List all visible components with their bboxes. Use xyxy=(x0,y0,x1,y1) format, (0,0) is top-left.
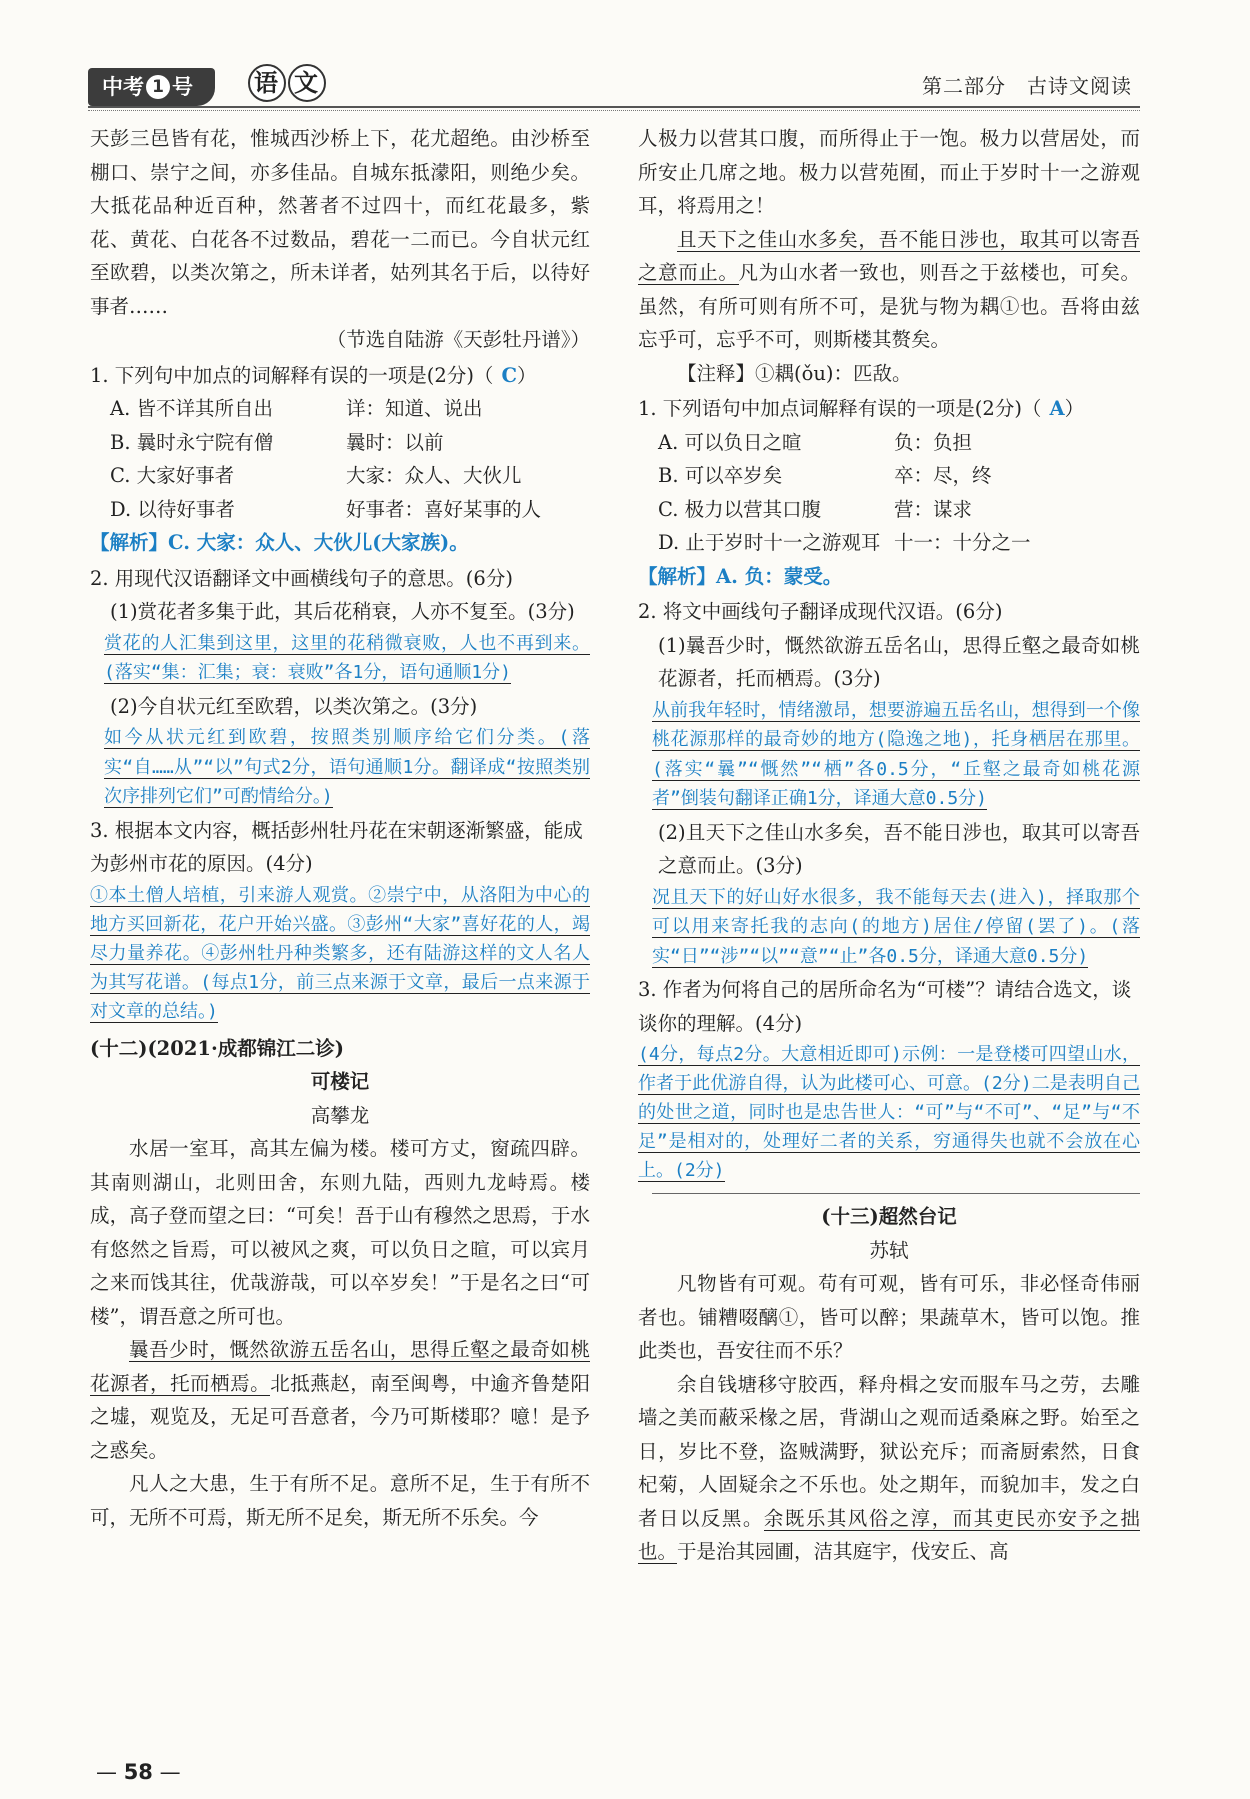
option-b: B. 曩时永宁院有僧 xyxy=(110,430,274,454)
question-1-tail: ） xyxy=(1064,397,1085,420)
option-row xyxy=(638,426,1140,460)
question-1-answer: C xyxy=(501,363,517,387)
right-column xyxy=(638,122,1140,1569)
passage-author: 高攀龙 xyxy=(310,1103,370,1127)
question-1 xyxy=(638,392,1140,426)
badge-number: 1 xyxy=(146,75,170,99)
option-d-gloss: 好事者：喜好某事的人 xyxy=(346,497,542,521)
analysis xyxy=(638,560,1140,594)
question-2-stem: 2. 将文中画线句子翻译成现代汉语。(6分) xyxy=(638,600,1003,623)
answer-content: 从前我年轻时，情绪激昂，想要游遍五岳名山，想得到一个像桃花源那样的最奇妙的地方(隐逸之地)，托身栖居在那里。(落实“曩”“慨然”“栖”各0.5分，“丘壑之最奇如桃花源者”倒装句翻译正确1分，译通大意0.5分) xyxy=(652,699,1140,809)
section-title: 第二部分 古诗文阅读 xyxy=(922,74,1132,98)
option-b-gloss: 卒：尽，终 xyxy=(894,464,992,487)
option-c-gloss: 大家：众人、大伙儿 xyxy=(346,464,522,487)
paragraph-text: 凡为山水者一致也，则吾之于兹楼也，可矣。虽然，有所可则有所不可，是犹与物为耦①也。吾将由兹忘乎可，忘乎不可，则斯楼其赘矣。 xyxy=(638,261,1140,351)
header-rule xyxy=(88,106,1140,108)
analysis-tag: 【解析】 xyxy=(638,564,717,588)
option-d: D. 止于岁时十一之游观耳 xyxy=(658,531,881,554)
option-d: D. 以待好事者 xyxy=(110,497,235,521)
option-c: C. 大家好事者 xyxy=(110,464,235,487)
analysis-text: C. 大家：众人、大伙儿(大家族)。 xyxy=(168,531,469,554)
paragraph-text: 余自钱塘移守胶西，释舟楫之安而服车马之劳，去雕墙之美而蔽采椽之居，背湖山之观而适桑麻之野。始至之日，岁比不登，盗贼满野，狱讼充斥；而斋厨索然，日食杞菊，人固疑余之不乐也。处之期年，而貌加丰，发之白者日以反黑。 xyxy=(638,1372,1140,1530)
question-1-stem: 1. 下列句中加点的词解释有误的一项是(2分)（ xyxy=(90,363,494,387)
passage-paragraph xyxy=(90,1333,590,1467)
passage-paragraph: 凡人之大患，生于有所不足。意所不足，生于有所不可，无所不可焉，斯无所不足矣，斯无所不乐矣。今 xyxy=(90,1472,590,1529)
option-a: A. 皆不详其所自出 xyxy=(110,397,273,420)
answer-text xyxy=(104,723,590,812)
passage-author: 苏轼 xyxy=(869,1238,909,1262)
option-a: A. 可以负日之暄 xyxy=(658,430,802,454)
paragraph-text: 于是治其园圃，洁其庭宇，伐安丘、高 xyxy=(677,1540,1009,1563)
question-3-stem: 3. 根据本文内容，概括彭州牡丹花在宋朝逐渐繁盛，能成为彭州市花的原因。(4分) xyxy=(90,818,583,875)
passage-source: （节选自陆游《天彭牡丹谱》） xyxy=(326,328,590,351)
sub-question: (1)曩吾少时，慨然欲游五岳名山，思得丘壑之最奇如桃花源者，托而栖焉。(3分) xyxy=(658,633,1140,690)
passage-title: 可楼记 xyxy=(310,1070,370,1093)
answer-content: 如今从状元红到欧碧，按照类别顺序给它们分类。(落实“自……从”“以”句式2分，语句通顺1分。翻译成“按照类别次序排列它们”可酌情给分。) xyxy=(104,727,590,807)
subject-char-1: 语 xyxy=(248,64,286,102)
sub-question: (1)赏花者多集于此，其后花稍衰，人亦不复至。(3分) xyxy=(110,600,575,623)
answer-content: 况且天下的好山好水很多，我不能每天去(进入)，择取那个可以用来寄托我的志向(的地方)居住/停留(罢了)。(落实“日”“涉”“以”“意”“止”各0.5分，译通大意0.5分) xyxy=(652,886,1140,967)
paragraph-text: 北抵燕赵，南至闽粤，中逾齐鲁楚阳之墟，观览及，无足可吾意者，今乃可斯楼耶？噫！是予之惑矣。 xyxy=(90,1371,590,1462)
annotation-note: 【注释】①耦(ǒu)：匹敌。 xyxy=(677,361,912,385)
section-heading: (十三)超然台记 xyxy=(821,1205,957,1228)
option-row xyxy=(90,493,590,527)
passage-intro: 天彭三邑皆有花，惟城西沙桥上下，花尤超绝。由沙桥至棚口、崇宁之间，亦多佳品。自城东抵濛阳，则绝少矣。大抵花品种近百种，然著者不过四十，而红花最多，紫花、黄花、白花各不过数品，碧花一二而已。今自状元红至欧碧，以类次第之，所未详者，姑列其名于后，以待好事者…… xyxy=(90,127,590,318)
answer-text xyxy=(638,1040,1140,1185)
passage-paragraph xyxy=(638,1368,1140,1569)
question-1-stem: 1. 下列语句中加点词解释有误的一项是(2分)（ xyxy=(638,397,1042,420)
page-number: — 58 — xyxy=(96,1760,181,1784)
badge-text: 中考 xyxy=(102,75,144,99)
underlined-sentence: 曩吾少时，慨然欲游五岳名山，思得丘壑之最奇如桃花源者，托而栖焉。 xyxy=(90,1338,590,1395)
answer-content: (4分，每点2分。大意相近即可)示例：一是登楼可四望山水，作者于此优游自得，认为此楼可心、可意。(2分)二是表明自己的处世之道，同时也是忠告世人：“可”与“不可”、“足”与“不足”是相对的，处理好二者的关系，穷通得失也就不会放在心上。(2分) xyxy=(638,1044,1140,1181)
underlined-sentence: 且天下之佳山水多矣，吾不能日涉也，取其可以寄吾之意而止。 xyxy=(638,227,1140,284)
header-rule-dotted xyxy=(88,110,1140,111)
subject-logo xyxy=(248,64,328,102)
question-1-answer: A xyxy=(1049,397,1065,420)
question-2 xyxy=(90,562,590,596)
question-3 xyxy=(90,814,590,881)
answer-content: 赏花的人汇集到这里，这里的花稍微衰败，人也不再到来。(落实“集：汇集；衰：衰败”各1分，语句通顺1分) xyxy=(104,632,590,683)
question-1 xyxy=(90,359,590,393)
passage-paragraph: 人极力以营其口腹，而所得止于一饱。极力以营居处，而所安止几席之地。极力以营苑囿，而止于岁时十一之游观耳，将焉用之！ xyxy=(638,127,1140,217)
question-2 xyxy=(638,595,1140,629)
answer-text xyxy=(90,881,590,1026)
question-1-tail: ） xyxy=(516,363,537,387)
subject-char-2: 文 xyxy=(288,64,326,102)
option-row xyxy=(90,459,590,493)
answer-text xyxy=(652,883,1140,972)
analysis xyxy=(90,526,590,560)
option-b-gloss: 曩时：以前 xyxy=(346,430,444,454)
option-d-gloss: 十一：十分之一 xyxy=(894,531,1031,554)
option-row xyxy=(638,493,1140,527)
answer-text xyxy=(104,629,590,688)
option-a-gloss: 详：知道、说出 xyxy=(346,397,483,420)
badge-suffix: 号 xyxy=(172,75,193,99)
option-row xyxy=(90,426,590,460)
left-column xyxy=(90,122,590,1534)
option-a-gloss: 负：负担 xyxy=(894,430,973,454)
option-row xyxy=(638,459,1140,493)
option-c: C. 极力以营其口腹 xyxy=(658,497,822,521)
question-2-stem: 2. 用现代汉语翻译文中画横线句子的意思。(6分) xyxy=(90,566,513,590)
sub-question: (2)且天下之佳山水多矣，吾不能日涉也，取其可以寄吾之意而止。(3分) xyxy=(658,820,1140,877)
analysis-text: A. 负：蒙受。 xyxy=(716,564,843,588)
question-3 xyxy=(638,973,1140,1040)
passage-paragraph: 水居一室耳，高其左偏为楼。楼可方丈，窗疏四辟。其南则湖山，北则田舍，东则九陆，西则九龙峙焉。楼成，高子登而望之曰：“可矣！吾于山有穆然之思焉，于水有悠然之旨焉，可以被风之爽，可以负日之暄，可以宾月之来而饯其往，优哉游哉，可以卒岁矣！”于是名之曰“可楼”，谓吾意之所可也。 xyxy=(90,1137,590,1328)
passage-paragraph: 凡物皆有可观。苟有可观，皆有可乐，非必怪奇伟丽者也。铺糟啜醨①，皆可以醉；果蔬草木，皆可以饱。推此类也，吾安往而不乐？ xyxy=(638,1272,1140,1362)
answer-content: ①本土僧人培植，引来游人观赏。②崇宁中，从洛阳为中心的地方买回新花，花户开始兴盛。③彭州“大家”喜好花的人，竭尽力量养花。④彭州牡丹种类繁多，还有陆游这样的文人名人为其写花谱。(每点1分，前三点来源于文章，最后一点来源于对文章的总结。) xyxy=(90,884,590,1022)
option-row xyxy=(638,526,1140,560)
option-b: B. 可以卒岁矣 xyxy=(658,464,783,487)
underlined-sentence: 余既乐其风俗之淳，而其吏民亦安予之拙也。 xyxy=(638,1506,1140,1563)
question-3-stem: 3. 作者为何将自己的居所命名为“可楼”？请结合选文，谈谈你的理解。(4分) xyxy=(638,978,1132,1035)
section-divider xyxy=(652,1193,1140,1194)
series-badge xyxy=(88,68,215,106)
option-c-gloss: 营：谋求 xyxy=(894,497,973,521)
passage-paragraph xyxy=(638,223,1140,357)
analysis-tag: 【解析】 xyxy=(90,531,169,554)
option-row xyxy=(90,392,590,426)
section-heading: (十二)(2021·成都锦江二诊) xyxy=(90,1036,344,1060)
answer-text xyxy=(652,696,1140,814)
sub-question: (2)今自状元红至欧碧，以类次第之。(3分) xyxy=(110,694,478,718)
